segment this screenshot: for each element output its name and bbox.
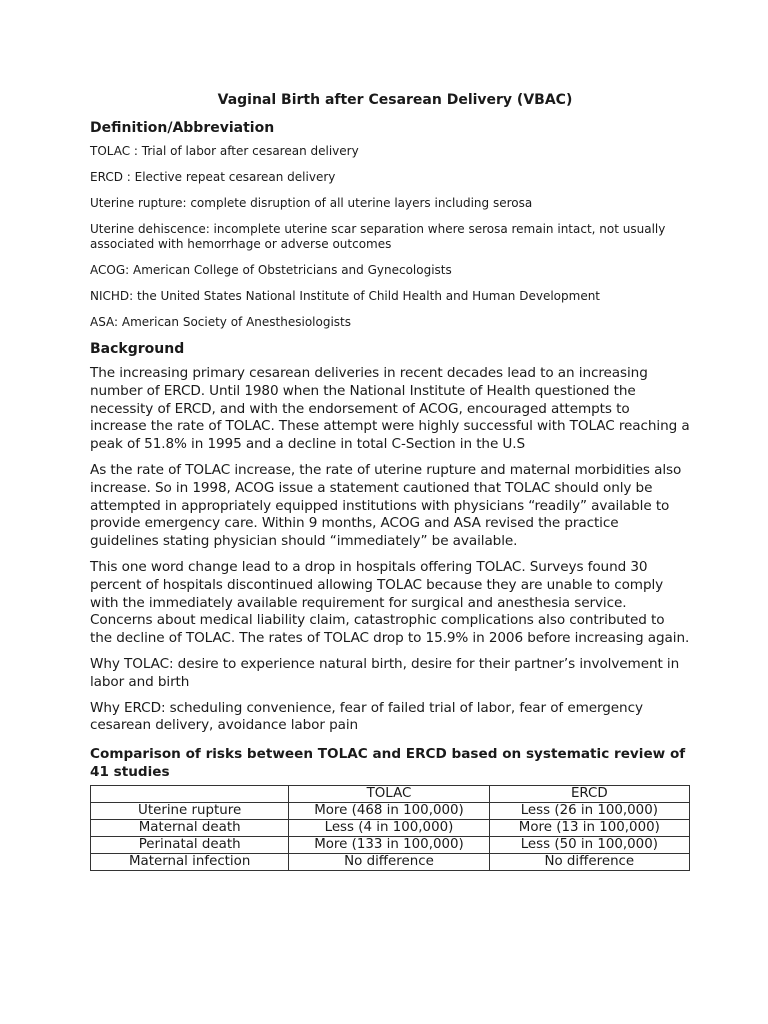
table-cell: No difference (289, 854, 489, 871)
definition-tolac: TOLAC : Trial of labor after cesarean delivery (90, 144, 359, 158)
document-title: Vaginal Birth after Cesarean Delivery (VBAC) (217, 92, 573, 108)
definition-nichd: NICHD: the United States National Institute of Child Health and Human Development (90, 289, 601, 303)
comparison-heading: Comparison of risks between TOLAC and ERCD based on systematic review of 41 studies (90, 746, 686, 781)
table-cell: Uterine rupture (91, 803, 289, 820)
table-cell: No difference (489, 854, 689, 871)
document-page (90, 92, 690, 871)
background-paragraph-3: This one word change lead to a drop in hospitals offering TOLAC. Surveys found 30 percent of hospitals discontinued allowing TOLAC because they are unable to comply with the immediately available requirement for surgical and anesthesia service. Concerns about medical liability claim, catastrophic complications also contributed to the decline of TOLAC. The rates of TOLAC drop to 15.9% in 2006 before increasing again. (90, 558, 690, 647)
definition-uterine-rupture: Uterine rupture: complete disruption of all uterine layers including serosa (90, 196, 533, 210)
table-header-cell: TOLAC (289, 786, 489, 803)
table-cell: Less (4 in 100,000) (289, 820, 489, 837)
definitions-heading: Definition/Abbreviation (90, 120, 275, 136)
table-header-row (91, 786, 690, 803)
table-cell: More (133 in 100,000) (289, 837, 489, 854)
table-row (91, 854, 690, 871)
table-row (91, 837, 690, 854)
table-cell: Maternal death (91, 820, 289, 837)
definition-acog: ACOG: American College of Obstetricians and Gynecologists (90, 263, 452, 277)
why-ercd-paragraph: Why ERCD: scheduling convenience, fear of failed trial of labor, fear of emergency cesarean delivery, avoidance labor pain (90, 699, 643, 734)
table-header-cell (91, 786, 289, 803)
background-paragraph-2: As the rate of TOLAC increase, the rate of uterine rupture and maternal morbidities also increase. So in 1998, ACOG issue a statement cautioned that TOLAC should only be attempted in appropriately equipped institutions with physicians “readily” available to provide emergency care. Within 9 months, ACOG and ASA revised the practice guidelines stating physician should “immediately” be available. (90, 461, 682, 550)
background-paragraph-1: The increasing primary cesarean deliveries in recent decades lead to an increasing number of ERCD. Until 1980 when the National Institute of Health questioned the necessity of ERCD, and with the endorsement of ACOG, encouraged attempts to increase the rate of TOLAC. These attempt were highly successful with TOLAC reaching a peak of 51.8% in 1995 and a decline in total C-Section in the U.S (90, 365, 690, 453)
table-cell: Perinatal death (91, 837, 289, 854)
table-cell: Less (26 in 100,000) (489, 803, 689, 820)
table-row (91, 803, 690, 820)
table-row (91, 820, 690, 837)
table-cell: Maternal infection (91, 854, 289, 871)
definition-ercd: ERCD : Elective repeat cesarean delivery (90, 170, 336, 184)
risk-comparison-table (90, 785, 690, 871)
definition-uterine-dehiscence: Uterine dehiscence: incomplete uterine scar separation where serosa remain intact, not usually associated with hemorrhage or adverse outcomes (90, 222, 666, 251)
background-heading: Background (90, 341, 185, 357)
table-cell: Less (50 in 100,000) (489, 837, 689, 854)
why-tolac-paragraph: Why TOLAC: desire to experience natural birth, desire for their partner’s involvement in labor and birth (90, 655, 680, 690)
table-cell: More (468 in 100,000) (289, 803, 489, 820)
table-cell: More (13 in 100,000) (489, 820, 689, 837)
definition-asa: ASA: American Society of Anesthesiologists (90, 315, 352, 329)
table-header-cell: ERCD (489, 786, 689, 803)
